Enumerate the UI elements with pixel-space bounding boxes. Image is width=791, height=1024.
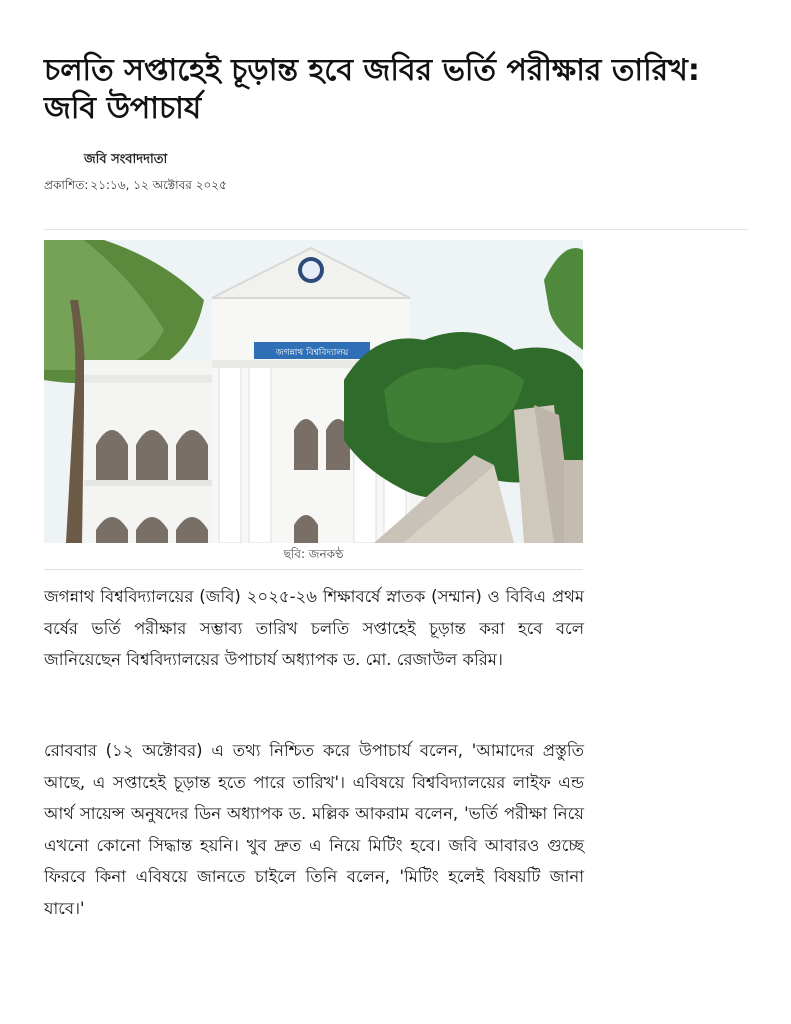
published-label: প্রকাশিত: (44, 178, 89, 192)
header-divider (44, 229, 748, 230)
article-photo[interactable] (44, 240, 583, 543)
image-caption: ছবি: জনকণ্ঠ (283, 547, 344, 561)
caption-divider (44, 569, 583, 570)
article-paragraph-2: রোববার (১২ অক্টোবর) এ তথ্য নিশ্চিত করে উপাচার্য বলেন, 'আমাদের প্রস্তুতি আছে, এ সপ্তাহেই চূড়ান্ত হতে পারে তারিখ'। এবিষয়ে বিশ্ববিদ্যালয়ের লাইফ এন্ড আর্থ সায়েন্স অনুষদের ডিন অধ্যাপক ড. মল্লিক আকরাম বলেন, 'ভর্তি পরীক্ষা নিয়ে এখনো কোনো সিদ্ধান্ত হয়নি। খুব দ্রুত এ নিয়ে মিটিং হবে। জবি আবারও গুচ্ছে ফিরবে কিনা এবিষয়ে জানতে চাইলে তিনি বলেন, 'মিটিং হলেই বিষয়টি জানা যাবে।' (44, 741, 584, 918)
campus-building-illustration (44, 240, 583, 543)
published-timestamp: ২১:১৬, ১২ অক্টোবর ২০২৫ (90, 178, 227, 192)
building-sign-text: জগন্নাথ বিশ্ববিদ্যালয় (275, 348, 349, 358)
author-name[interactable]: জবি সংবাদদাতা (84, 152, 168, 167)
article-headline: চলতি সপ্তাহেই চূড়ান্ত হবে জবির ভর্তি পরীক্ষার তারিখ: জবি উপাচার্য (44, 53, 700, 126)
publish-info (44, 177, 227, 197)
article-paragraph-1: জগন্নাথ বিশ্ববিদ্যালয়ের (জবি) ২০২৫-২৬ শিক্ষাবর্ষে স্নাতক (সম্মান) ও বিবিএ প্রথম বর্ষের ভর্তি পরীক্ষার সম্ভাব্য তারিখ চলতি সপ্তাহেই চূড়ান্ত করা হবে বলে জানিয়েছেন বিশ্ববিদ্যালয়ের উপাচার্য অধ্যাপক ড. মো. রেজাউল করিম। (44, 587, 584, 669)
